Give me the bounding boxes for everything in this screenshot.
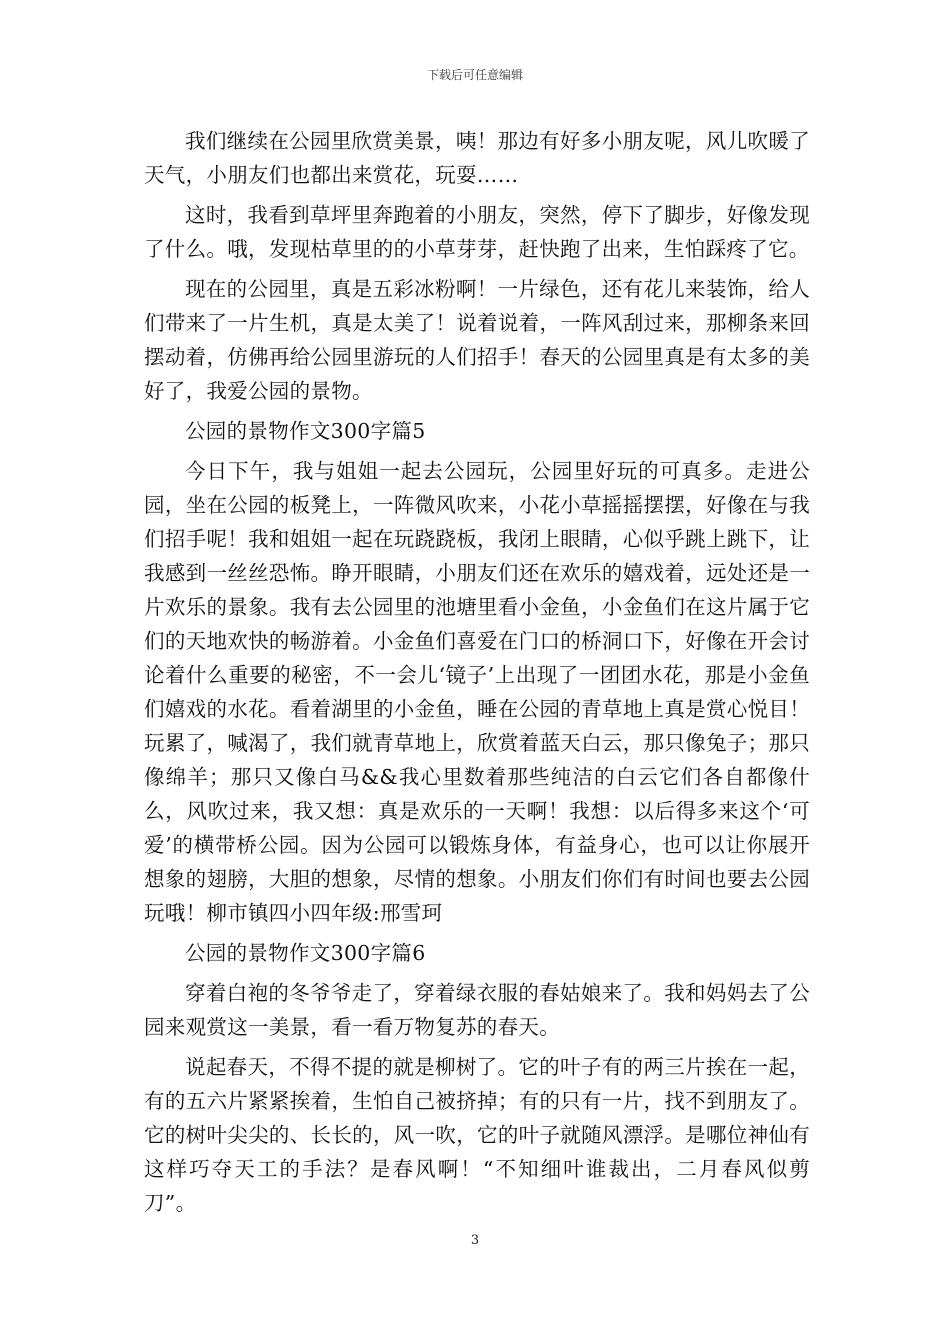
paragraph: 今日下午，我与姐姐一起去公园玩，公园里好玩的可真多。走进公园，坐在公园的板凳上，一阵微风吹来，小花小草摇摇摆摆，好像在与我们招手呢！我和姐姐一起在玩跷跷板，我闭上眼睛，心似乎跳上跳下，让我感到一丝丝恐怖。睁开眼睛，小朋友们还在欢乐的嬉戏着，远处还是一片欢乐的景象。我有去公园里的池塘里看小金鱼，小金鱼们在这片属于它们的天地欢快的畅游着。小金鱼们喜爱在门口的桥洞口下，好像在开会讨论着什么重要的秘密，不一会儿‘镜子’上出现了一团团水花，那是小金鱼们嬉戏的水花。看着湖里的小金鱼，睡在公园的青草地上真是赏心悦目！玩累了，喊渴了，我们就青草地上，欣赏着蓝天白云，那只像兔子；那只像绵羊；那只又像白马&&我心里数着那些纯洁的白云它们各自都像什么，风吹过来，我又想：真是欢乐的一天啊！我想：以后得多来这个‘可爱’的横带桥公园。因为公园可以锻炼身体，有益身心，也可以让你展开想象的翅膀，大胆的想象，尽情的想象。小朋友们你们有时间也要去公园玩哦！柳市镇四小四年级:邢雪珂 [144,459,810,925]
page-header-note: 下载后可任意编辑 [426,68,523,82]
document-body [144,124,810,1226]
section-heading: 公园的景物作文300字篇5 [185,419,426,443]
paragraph: 现在的公园里，真是五彩冰粉啊！一片绿色，还有花儿来装饰，给人们带来了一片生机，真是太美了！说着说着，一阵风刮过来，那柳条来回摆动着，仿佛再给公园里游玩的人们招手！春天的公园里真是有太多的美好了，我爱公园的景物。 [144,277,810,403]
paragraph: 说起春天，不得不提的就是柳树了。它的叶子有的两三片挨在一起，有的五六片紧紧挨着，生怕自己被挤掉；有的只有一片，找不到朋友了。它的树叶尖尖的、长长的，风一吹，它的叶子就随风漂浮。是哪位神仙有这样巧夺天工的手法？是春风啊！“不知细叶谁裁出，二月春风似剪刀”。 [144,1055,810,1215]
paragraph: 这时，我看到草坪里奔跑着的小朋友，突然，停下了脚步，好像发现了什么。哦，发现枯草里的的小草芽芽，赶快跑了出来，生怕踩疼了它。 [144,203,810,261]
page-number: 3 [470,1233,480,1248]
section-heading: 公园的景物作文300字篇6 [185,941,426,965]
paragraph: 我们继续在公园里欣赏美景，咦！那边有好多小朋友呢，风儿吹暖了天气，小朋友们也都出来赏花，玩耍…… [144,129,810,187]
paragraph: 穿着白袍的冬爷爷走了，穿着绿衣服的春姑娘来了。我和妈妈去了公园来观赏这一美景，看一看万物复苏的春天。 [144,981,810,1039]
